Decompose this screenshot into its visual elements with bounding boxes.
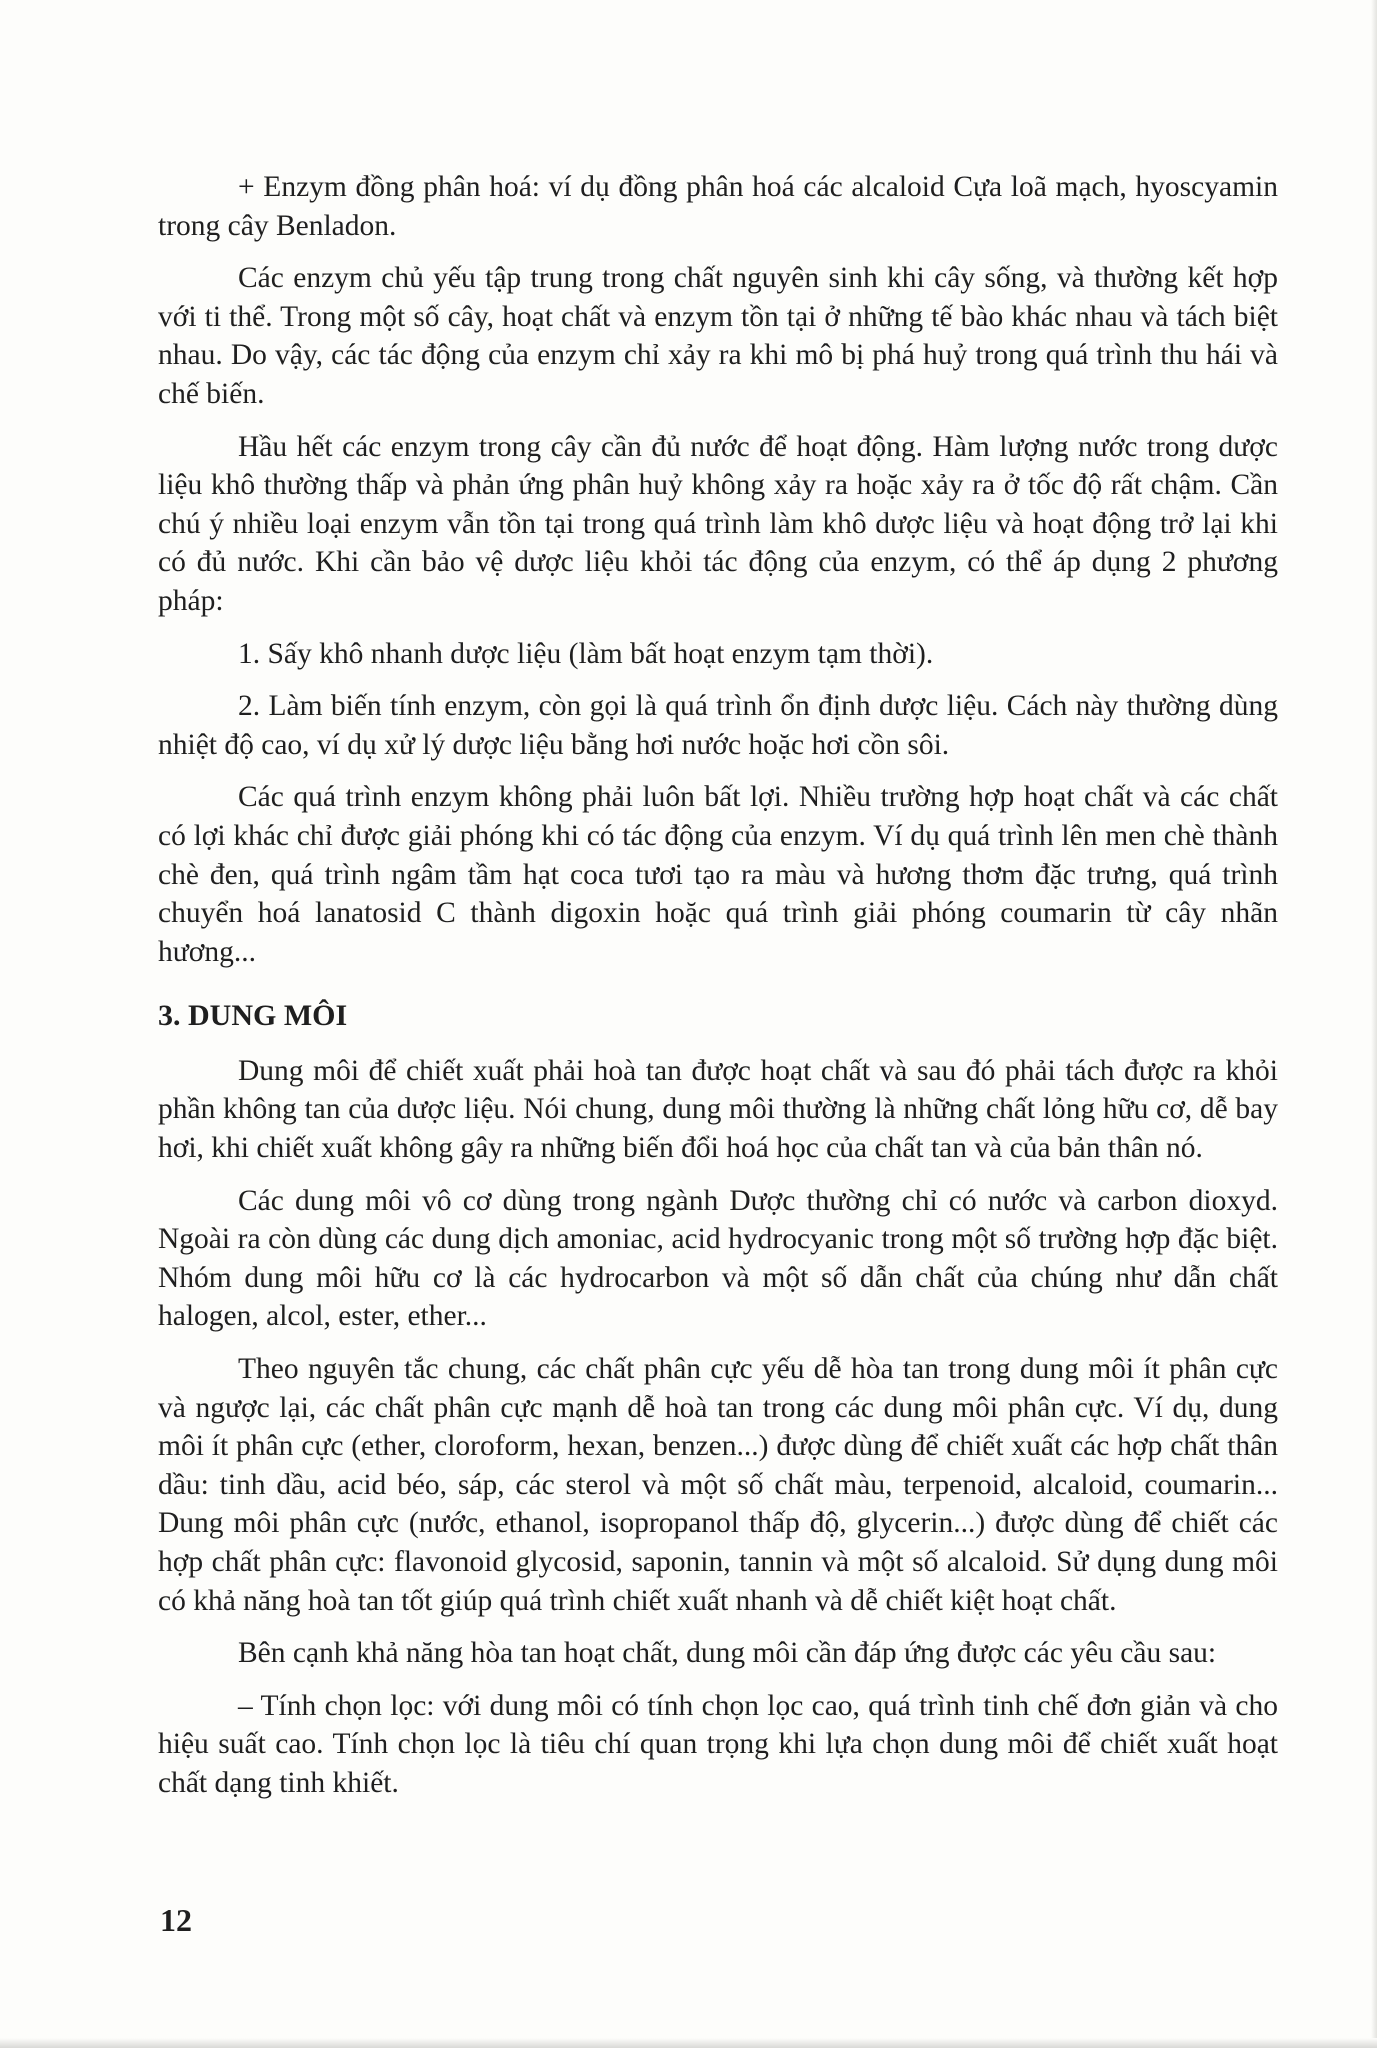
page-edge-shadow: [1371, 0, 1377, 2048]
paragraph-enzym-water: Hầu hết các enzym trong cây cần đủ nước để hoạt động. Hàm lượng nước trong dược liệu khô thường thấp và phản ứng phân huỷ không xảy ra hoặc xảy ra ở tốc độ rất chậm. Cần chú ý nhiều loại enzym vẫn tồn tại trong quá trình làm khô dược liệu và hoạt động trở lại khi có đủ nước. Khi cần bảo vệ dược liệu khỏi tác động của enzym, có thể áp dụng 2 phương pháp:: [158, 430, 1278, 617]
page-bottom-shadow: [0, 2038, 1377, 2048]
list-item-method-2: 2. Làm biến tính enzym, còn gọi là quá trình ổn định dược liệu. Cách này thường dùng nhiệt độ cao, ví dụ xử lý dược liệu bằng hơi nước hoặc hơi cồn sôi.: [158, 690, 1278, 761]
paragraph-selectivity: – Tính chọn lọc: với dung môi có tính chọn lọc cao, quá trình tinh chế đơn giản và cho hiệu suất cao. Tính chọn lọc là tiêu chí quan trọng khi lựa chọn dung môi để chiết xuất hoạt chất dạng tinh khiết.: [158, 1689, 1278, 1799]
paragraph-enzym-isomerization: + Enzym đồng phân hoá: ví dụ đồng phân hoá các alcaloid Cựa loã mạch, hyoscyamin trong cây Benladon.: [158, 171, 1278, 242]
paragraph-inorganic-solvents: Các dung môi vô cơ dùng trong ngành Dược thường chỉ có nước và carbon dioxyd. Ngoài ra còn dùng các dung dịch amoniac, acid hydrocyanic trong một số trường hợp đặc biệt. Nhóm dung môi hữu cơ là các hydrocarbon và một số dẫn chất của chúng như dẫn chất halogen, alcol, ester, ether...: [158, 1184, 1278, 1333]
list-item-method-1: 1. Sấy khô nhanh dược liệu (làm bất hoạt enzym tạm thời).: [238, 637, 934, 670]
paragraph-enzym-benefits: Các quá trình enzym không phải luôn bất lợi. Nhiều trường hợp hoạt chất và các chất có lợi khác chỉ được giải phóng khi có tác động của enzym. Ví dụ quá trình lên men chè thành chè đen, quá trình ngâm tầm hạt coca tươi tạo ra màu và hương thơm đặc trưng, quá trình chuyển hoá lanatosid C thành digoxin hoặc quá trình giải phóng coumarin từ cây nhãn hương...: [158, 781, 1278, 968]
paragraph-polarity-principle: Theo nguyên tắc chung, các chất phân cực yếu dễ hòa tan trong dung môi ít phân cực và ngược lại, các chất phân cực mạnh dễ hoà tan trong các dung môi phân cực. Ví dụ, dung môi ít phân cực (ether, cloroform, hexan, benzen...) được dùng để chiết xuất các hợp chất thân dầu: tinh dầu, acid béo, sáp, các sterol và một số chất màu, terpenoid, alcaloid, coumarin... Dung môi phân cực (nước, ethanol, isopropanol thấp độ, glycerin...) được dùng để chiết các hợp chất phân cực: flavonoid glycosid, saponin, tannin và một số alcaloid. Sử dụng dung môi có khả năng hoà tan tốt giúp quá trình chiết xuất nhanh và dễ chiết kiệt hoạt chất.: [158, 1353, 1278, 1617]
paragraph-solvent-definition: Dung môi để chiết xuất phải hoà tan được hoạt chất và sau đó phải tách được ra khỏi phần không tan của dược liệu. Nói chung, dung môi thường là những chất lỏng hữu cơ, dễ bay hơi, khi chiết xuất không gây ra những biến đổi hoá học của chất tan và của bản thân nó.: [158, 1054, 1278, 1165]
page-number: 12: [160, 1902, 192, 1938]
paragraph-solvent-requirements: Bên cạnh khả năng hòa tan hoạt chất, dung môi cần đáp ứng được các yêu cầu sau:: [238, 1637, 1217, 1670]
section-heading-dung-moi: 3. DUNG MÔI: [158, 999, 348, 1033]
paragraph-enzym-location: Các enzym chủ yếu tập trung trong chất nguyên sinh khi cây sống, và thường kết hợp với ti thể. Trong một số cây, hoạt chất và enzym tồn tại ở những tế bào khác nhau và tách biệt nhau. Do vậy, các tác động của enzym chỉ xảy ra khi mô bị phá huỷ trong quá trình thu hái và chế biến.: [158, 262, 1278, 410]
page-body: [158, 168, 1278, 1817]
